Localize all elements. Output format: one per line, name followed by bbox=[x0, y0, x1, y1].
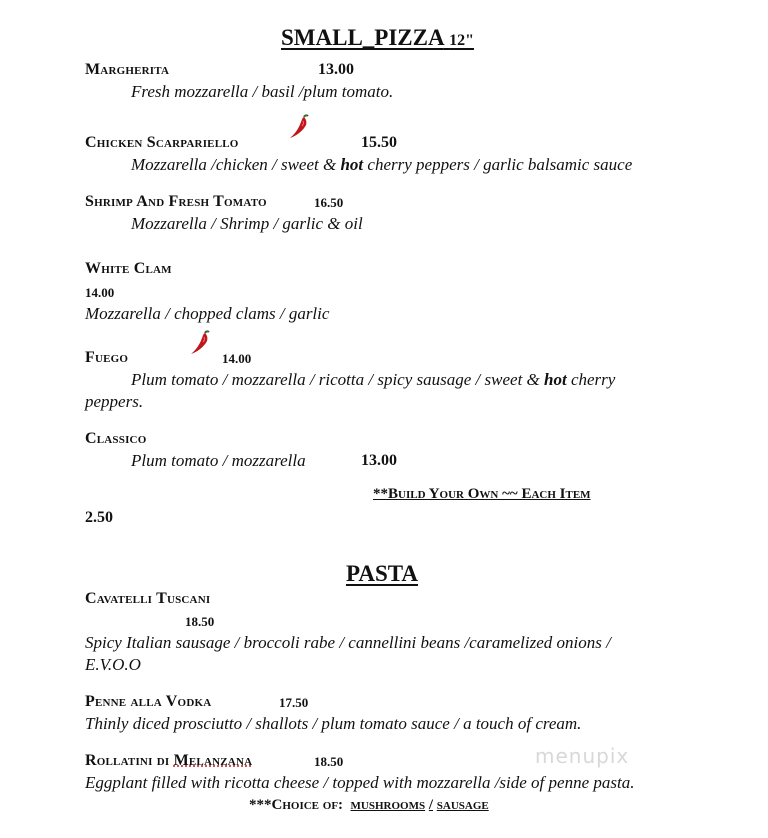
item-price-rollatini-di-melanzana: 18.50 bbox=[314, 754, 344, 769]
item-name-penne-alla-vodka: Penne alla Vodka bbox=[85, 693, 212, 710]
item-price-cavatelli-tuscani: 18.50 bbox=[185, 614, 215, 629]
watermark-logo: menupix bbox=[535, 744, 630, 768]
build-your-own-price: 2.50 bbox=[85, 509, 113, 526]
item-desc-cavatelli-tuscani: Spicy Italian sausage / broccoli rabe / cannellini beans /caramelized onions / bbox=[85, 633, 611, 652]
item-desc-rollatini-di-melanzana: Eggplant filled with ricotta cheese / topped with mozzarella /side of penne pasta. bbox=[85, 773, 635, 792]
item-price-fuego: 14.00 bbox=[222, 351, 252, 366]
choice-mushrooms: mushrooms bbox=[350, 797, 426, 813]
item-name-shrimp-fresh-tomato: Shrimp And Fresh Tomato bbox=[85, 193, 267, 210]
item-price-chicken-scarpariello: 15.50 bbox=[361, 134, 397, 151]
item-desc-margherita: Fresh mozzarella / basil /plum tomato. bbox=[131, 82, 394, 101]
item-price-classico: 13.00 bbox=[361, 452, 397, 469]
item-desc-penne-alla-vodka: Thinly diced prosciutto / shallots / plum tomato sauce / a touch of cream. bbox=[85, 714, 582, 733]
item-name-cavatelli-tuscani: Cavatelli Tuscani bbox=[85, 590, 211, 607]
build-your-own-note: **Build Your Own ~~ Each Item bbox=[373, 486, 591, 502]
item-price-shrimp-fresh-tomato: 16.50 bbox=[314, 195, 344, 210]
item-name-fuego: Fuego bbox=[85, 349, 129, 366]
item-name-classico: Classico bbox=[85, 430, 147, 447]
pizza-title: SMALL_PIZZA bbox=[281, 25, 444, 50]
item-name-white-clam: White Clam bbox=[85, 260, 172, 277]
choice-of-label: ***Choice of: bbox=[249, 797, 344, 813]
item-name-margherita: Margherita bbox=[85, 61, 170, 78]
choice-separator: / bbox=[428, 797, 434, 813]
item-desc-chicken-scarpariello: Mozzarella /chicken / sweet & hot cherry peppers / garlic balsamic sauce bbox=[131, 155, 633, 174]
pasta-heading: PASTA bbox=[346, 561, 418, 586]
item-desc-cavatelli-tuscani-cont: E.V.O.O bbox=[85, 655, 141, 674]
choice-of-line bbox=[249, 797, 489, 814]
item-desc-shrimp-fresh-tomato: Mozzarella / Shrimp / garlic & oil bbox=[131, 214, 363, 233]
item-name-rollatini-di-melanzana: Rollatini di Melanzana bbox=[85, 752, 253, 769]
pizza-size: 12" bbox=[449, 32, 474, 49]
chili-pepper-icon bbox=[287, 114, 311, 140]
choice-sausage: sausage bbox=[436, 797, 489, 813]
chili-pepper-icon bbox=[188, 330, 212, 356]
item-desc-white-clam: Mozzarella / chopped clams / garlic bbox=[85, 304, 330, 323]
item-price-penne-alla-vodka: 17.50 bbox=[279, 695, 309, 710]
item-price-white-clam: 14.00 bbox=[85, 285, 115, 300]
item-price-margherita: 13.00 bbox=[318, 61, 354, 78]
item-desc-fuego-cont: peppers. bbox=[85, 392, 144, 411]
item-name-chicken-scarpariello: Chicken Scarpariello bbox=[85, 134, 239, 151]
pizza-heading bbox=[281, 25, 474, 51]
item-desc-classico: Plum tomato / mozzarella bbox=[131, 451, 306, 470]
item-desc-fuego: Plum tomato / mozzarella / ricotta / spicy sausage / sweet & hot cherry bbox=[131, 370, 616, 389]
